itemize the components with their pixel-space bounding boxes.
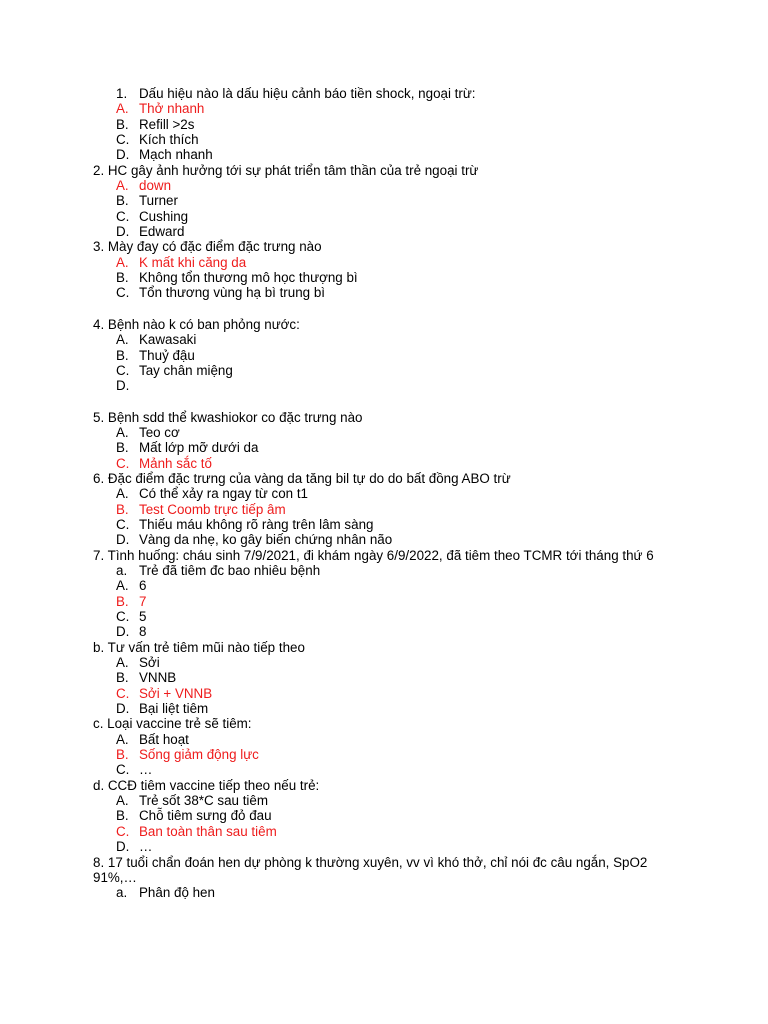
option-text: Không tổn thương mô học thượng bì (139, 270, 358, 286)
option: A. Teo cơ (116, 424, 180, 440)
question-2: 2. HC gây ảnh hưởng tới sự phát triển tâm thần của trẻ ngoại trừ (93, 162, 479, 178)
option-text: Turner (139, 193, 178, 209)
option-text: Refill >2s (139, 116, 195, 132)
option-text: 5 (139, 609, 147, 624)
question-text: Dấu hiệu nào là dấu hiệu cảnh báo tiền shock, ngoại trừ: (139, 86, 476, 101)
option-text: Thuỷ đậu (139, 347, 195, 363)
sub-question-7c: c. Loại vaccine trẻ sẽ tiêm: (93, 716, 252, 732)
option: D. (116, 378, 130, 394)
option-text: Kích thích (139, 132, 199, 148)
option: A. Có thể xảy ra ngay từ con t1 (116, 486, 308, 502)
option: C. … (116, 762, 153, 778)
question-8: 8. 17 tuổi chẩn đoán hen dự phòng k thường xuyên, vv vì khó thở, chỉ nói đc câu ngắn, SpO2 91%,… (93, 854, 648, 885)
option: C. Kích thích (116, 132, 199, 148)
option-text: VNNB (139, 670, 177, 686)
option-text: Sởi (139, 655, 160, 671)
sub-question-7b: b. Tư vấn trẻ tiêm mũi nào tiếp theo (93, 639, 305, 655)
option: D. … (116, 839, 153, 855)
option-answer: B. Test Coomb trực tiếp âm (116, 501, 286, 517)
blank-line (0, 301, 768, 317)
option-answer: B. 7 (116, 593, 147, 609)
option-answer: C. Mảnh sắc tố (116, 455, 212, 471)
option-text: … (139, 839, 153, 855)
option-text: 7 (139, 593, 147, 609)
option: B. VNNB (116, 670, 177, 686)
option-text: Cushing (139, 208, 189, 224)
question-3: 3. Mày đay có đặc điểm đặc trưng nào (93, 239, 322, 255)
option-answer: B. Sống giảm động lực (116, 747, 259, 763)
option-text: down (139, 178, 172, 194)
sub-question-text: Trẻ đã tiêm đc bao nhiêu bệnh (139, 562, 321, 578)
option-text: Kawasaki (139, 332, 197, 348)
option-text: Mạch nhanh (139, 147, 213, 163)
document-body (0, 86, 768, 901)
sub-question-text: Phân độ hen (139, 885, 215, 901)
option-text: Mảnh sắc tố (139, 455, 212, 471)
option: D. Mạch nhanh (116, 147, 213, 163)
option-text: Trẻ sốt 38*C sau tiêm (139, 793, 268, 809)
option: B. Mất lớp mỡ dưới da (116, 440, 259, 456)
option-text: 6 (139, 578, 147, 594)
option: B. Không tổn thương mô học thượng bì (116, 270, 358, 286)
option-text: Tay chân miệng (139, 362, 233, 378)
option-text: Teo cơ (139, 424, 180, 440)
option-text: Tổn thương vùng hạ bì trung bì (139, 285, 325, 301)
sub-question-7a: a. Trẻ đã tiêm đc bao nhiêu bệnh (116, 562, 321, 578)
option-text: Thở nhanh (139, 101, 205, 117)
option-answer: A. Thở nhanh (116, 101, 205, 117)
option-answer: C. Sởi + VNNB (116, 685, 213, 701)
option: C. Tổn thương vùng hạ bì trung bì (116, 285, 325, 301)
option: D. Bại liệt tiêm (116, 701, 209, 717)
option-text: Bại liệt tiêm (139, 701, 209, 717)
question-6: 6. Đặc điểm đặc trưng của vàng da tăng bil tự do do bất đồng ABO trừ (93, 470, 511, 486)
option-text: Edward (139, 224, 185, 240)
option-text: Thiếu máu không rõ ràng trên lâm sàng (139, 516, 374, 532)
option: D. Vàng da nhẹ, ko gây biến chứng nhân não (116, 532, 393, 548)
option: A. Kawasaki (116, 332, 197, 348)
option: A. 6 (116, 578, 147, 594)
option: A. Sởi (116, 655, 160, 671)
option: C. Cushing (116, 208, 189, 224)
option: C. Tay chân miệng (116, 362, 233, 378)
option: C. 5 (116, 609, 147, 624)
option: A. Bất hoạt (116, 731, 189, 747)
option-answer: A. K mất khi căng da (116, 254, 247, 270)
question-1 (0, 86, 768, 101)
option-text: Vàng da nhẹ, ko gây biến chứng nhân não (139, 532, 393, 548)
option: B. Thuỷ đậu (116, 347, 195, 363)
option: B. Chỗ tiêm sưng đỏ đau (116, 808, 272, 824)
option-text: Sống giảm động lực (139, 747, 259, 763)
sub-question-7d: d. CCĐ tiêm vaccine tiếp theo nếu trẻ: (93, 777, 320, 793)
option: C. Thiếu máu không rõ ràng trên lâm sàng (116, 516, 374, 532)
option-text: … (139, 762, 153, 778)
question-number: 1. (116, 86, 128, 101)
option-text: Sởi + VNNB (139, 685, 213, 701)
option-text: Ban toàn thân sau tiêm (139, 823, 277, 839)
option-text: Test Coomb trực tiếp âm (139, 501, 286, 517)
option: D. 8 (116, 624, 147, 640)
option-text: K mất khi căng da (139, 254, 247, 270)
option-text: Bất hoạt (139, 731, 189, 747)
option-answer: A. down (116, 178, 172, 194)
option-text: Có thể xảy ra ngay từ con t1 (139, 486, 308, 502)
question-5: 5. Bệnh sdd thể kwashiokor co đặc trưng nào (93, 409, 363, 425)
option: D. Edward (116, 224, 185, 240)
option-answer: C. Ban toàn thân sau tiêm (116, 823, 277, 839)
option-text: Mất lớp mỡ dưới da (139, 440, 259, 456)
blank-line (0, 394, 768, 410)
option: B. Refill >2s (116, 116, 195, 132)
sub-question-8a: a. Phân độ hen (116, 885, 215, 901)
option-text: Chỗ tiêm sưng đỏ đau (139, 808, 272, 824)
question-7: 7. Tình huống: cháu sinh 7/9/2021, đi khám ngày 6/9/2022, đã tiêm theo TCMR tới tháng thứ 6 (93, 547, 654, 563)
question-4: 4. Bệnh nào k có ban phỏng nước: (93, 316, 300, 332)
option: B. Turner (116, 193, 178, 209)
option: A. Trẻ sốt 38*C sau tiêm (116, 793, 268, 809)
option-text: 8 (139, 624, 147, 640)
